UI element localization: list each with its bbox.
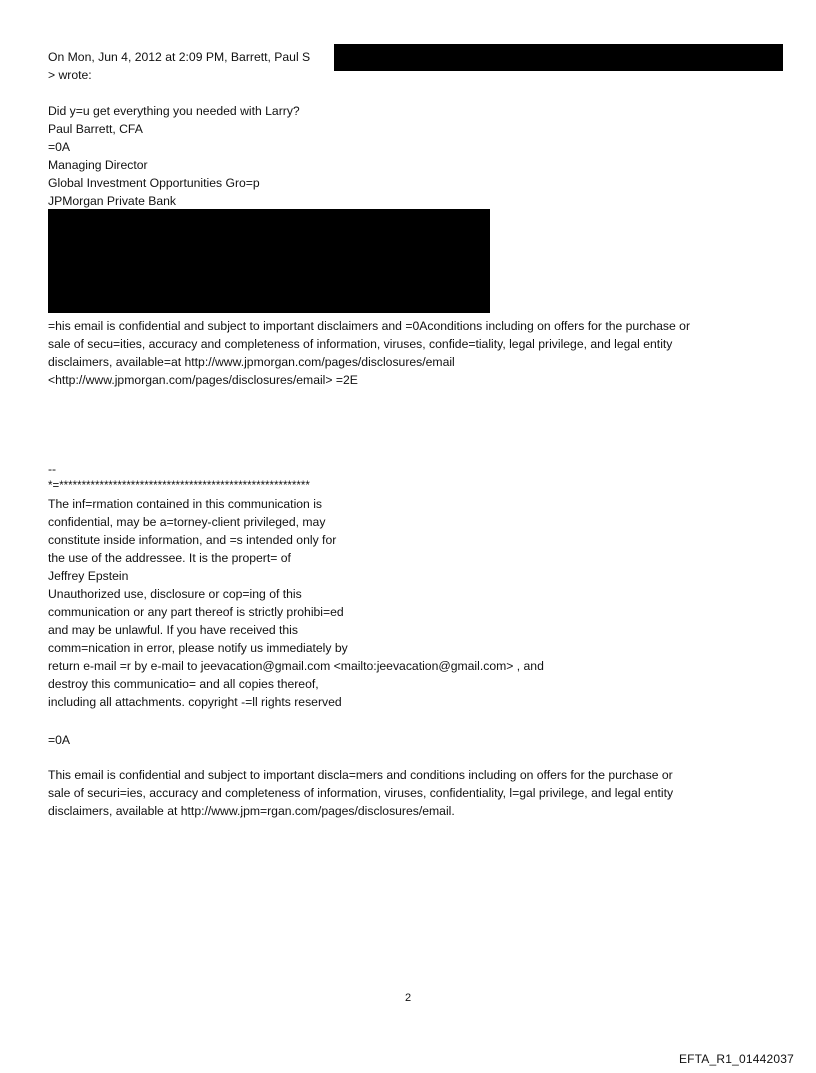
disclaimer-line: This email is confidential and subject to important discla=mers and conditions including on offers for the purchase or <box>48 768 673 782</box>
jpm-disclaimer-2 <box>48 766 673 820</box>
notice-line: the use of the addressee. It is the propert= of <box>48 551 291 565</box>
disclaimer-line: sale of secu=ities, accuracy and completeness of information, viruses, confide=tiality, legal privilege, and legal entity <box>48 337 673 351</box>
email-header-wrote: > wrote: <box>48 68 92 82</box>
signature-line: Managing Director <box>48 158 148 172</box>
redaction-block-contact-details <box>48 209 490 313</box>
notice-line: including all attachments. copyright -=ll rights reserved <box>48 695 342 709</box>
disclaimer-line: =his email is confidential and subject to important disclaimers and =0Aconditions including on offers for the purchase or <box>48 319 691 333</box>
confidentiality-notice <box>48 495 544 711</box>
signature-line: JPMorgan Private Bank <box>48 194 177 208</box>
notice-line: confidential, may be a=torney-client privileged, may <box>48 515 326 529</box>
disclaimer-line: <http://www.jpmorgan.com/pages/disclosures/email> =2E <box>48 373 358 387</box>
disclaimer-line: disclaimers, available at http://www.jpm=rgan.com/pages/disclosures/email. <box>48 804 455 818</box>
notice-line: destroy this communicatio= and all copies thereof, <box>48 677 319 691</box>
notice-line: communication or any part thereof is strictly prohibi=ed <box>48 605 344 619</box>
notice-line: return e-mail =r by e-mail to jeevacation@gmail.com <mailto:jeevacation@gmail.com> , and <box>48 659 544 673</box>
separator-dashes: -- <box>48 462 57 476</box>
jpm-disclaimer-1 <box>48 317 690 389</box>
disclaimer-line: disclaimers, available=at http://www.jpmorgan.com/pages/disclosures/email <box>48 355 455 369</box>
signature-line: =0A <box>48 140 71 154</box>
notice-line: Jeffrey Epstein <box>48 569 129 583</box>
separator-stars: *=******************************************************** <box>48 480 310 492</box>
signature-line: Global Investment Opportunities Gro=p <box>48 176 260 190</box>
email-header-line: On Mon, Jun 4, 2012 at 2:09 PM, Barrett, Paul S <box>48 50 311 64</box>
page-number: 2 <box>404 992 412 1004</box>
signature-line: Did y=u get everything you needed with Larry? <box>48 104 300 118</box>
notice-line: The inf=rmation contained in this communication is <box>48 497 323 511</box>
redaction-bar-email-address <box>334 44 783 71</box>
notice-line: Unauthorized use, disclosure or cop=ing of this <box>48 587 302 601</box>
encoded-line-break: =0A <box>48 733 71 747</box>
disclaimer-line: sale of securi=ies, accuracy and completeness of information, viruses, confidentiality, l=gal privilege, and legal entity <box>48 786 674 800</box>
notice-line: comm=nication in error, please notify us immediately by <box>48 641 348 655</box>
notice-line: constitute inside information, and =s intended only for <box>48 533 337 547</box>
signature-line: Paul Barrett, CFA <box>48 122 143 136</box>
notice-line: and may be unlawful. If you have received this <box>48 623 298 637</box>
signature-block <box>48 102 300 210</box>
document-id: EFTA_R1_01442037 <box>678 1052 794 1066</box>
